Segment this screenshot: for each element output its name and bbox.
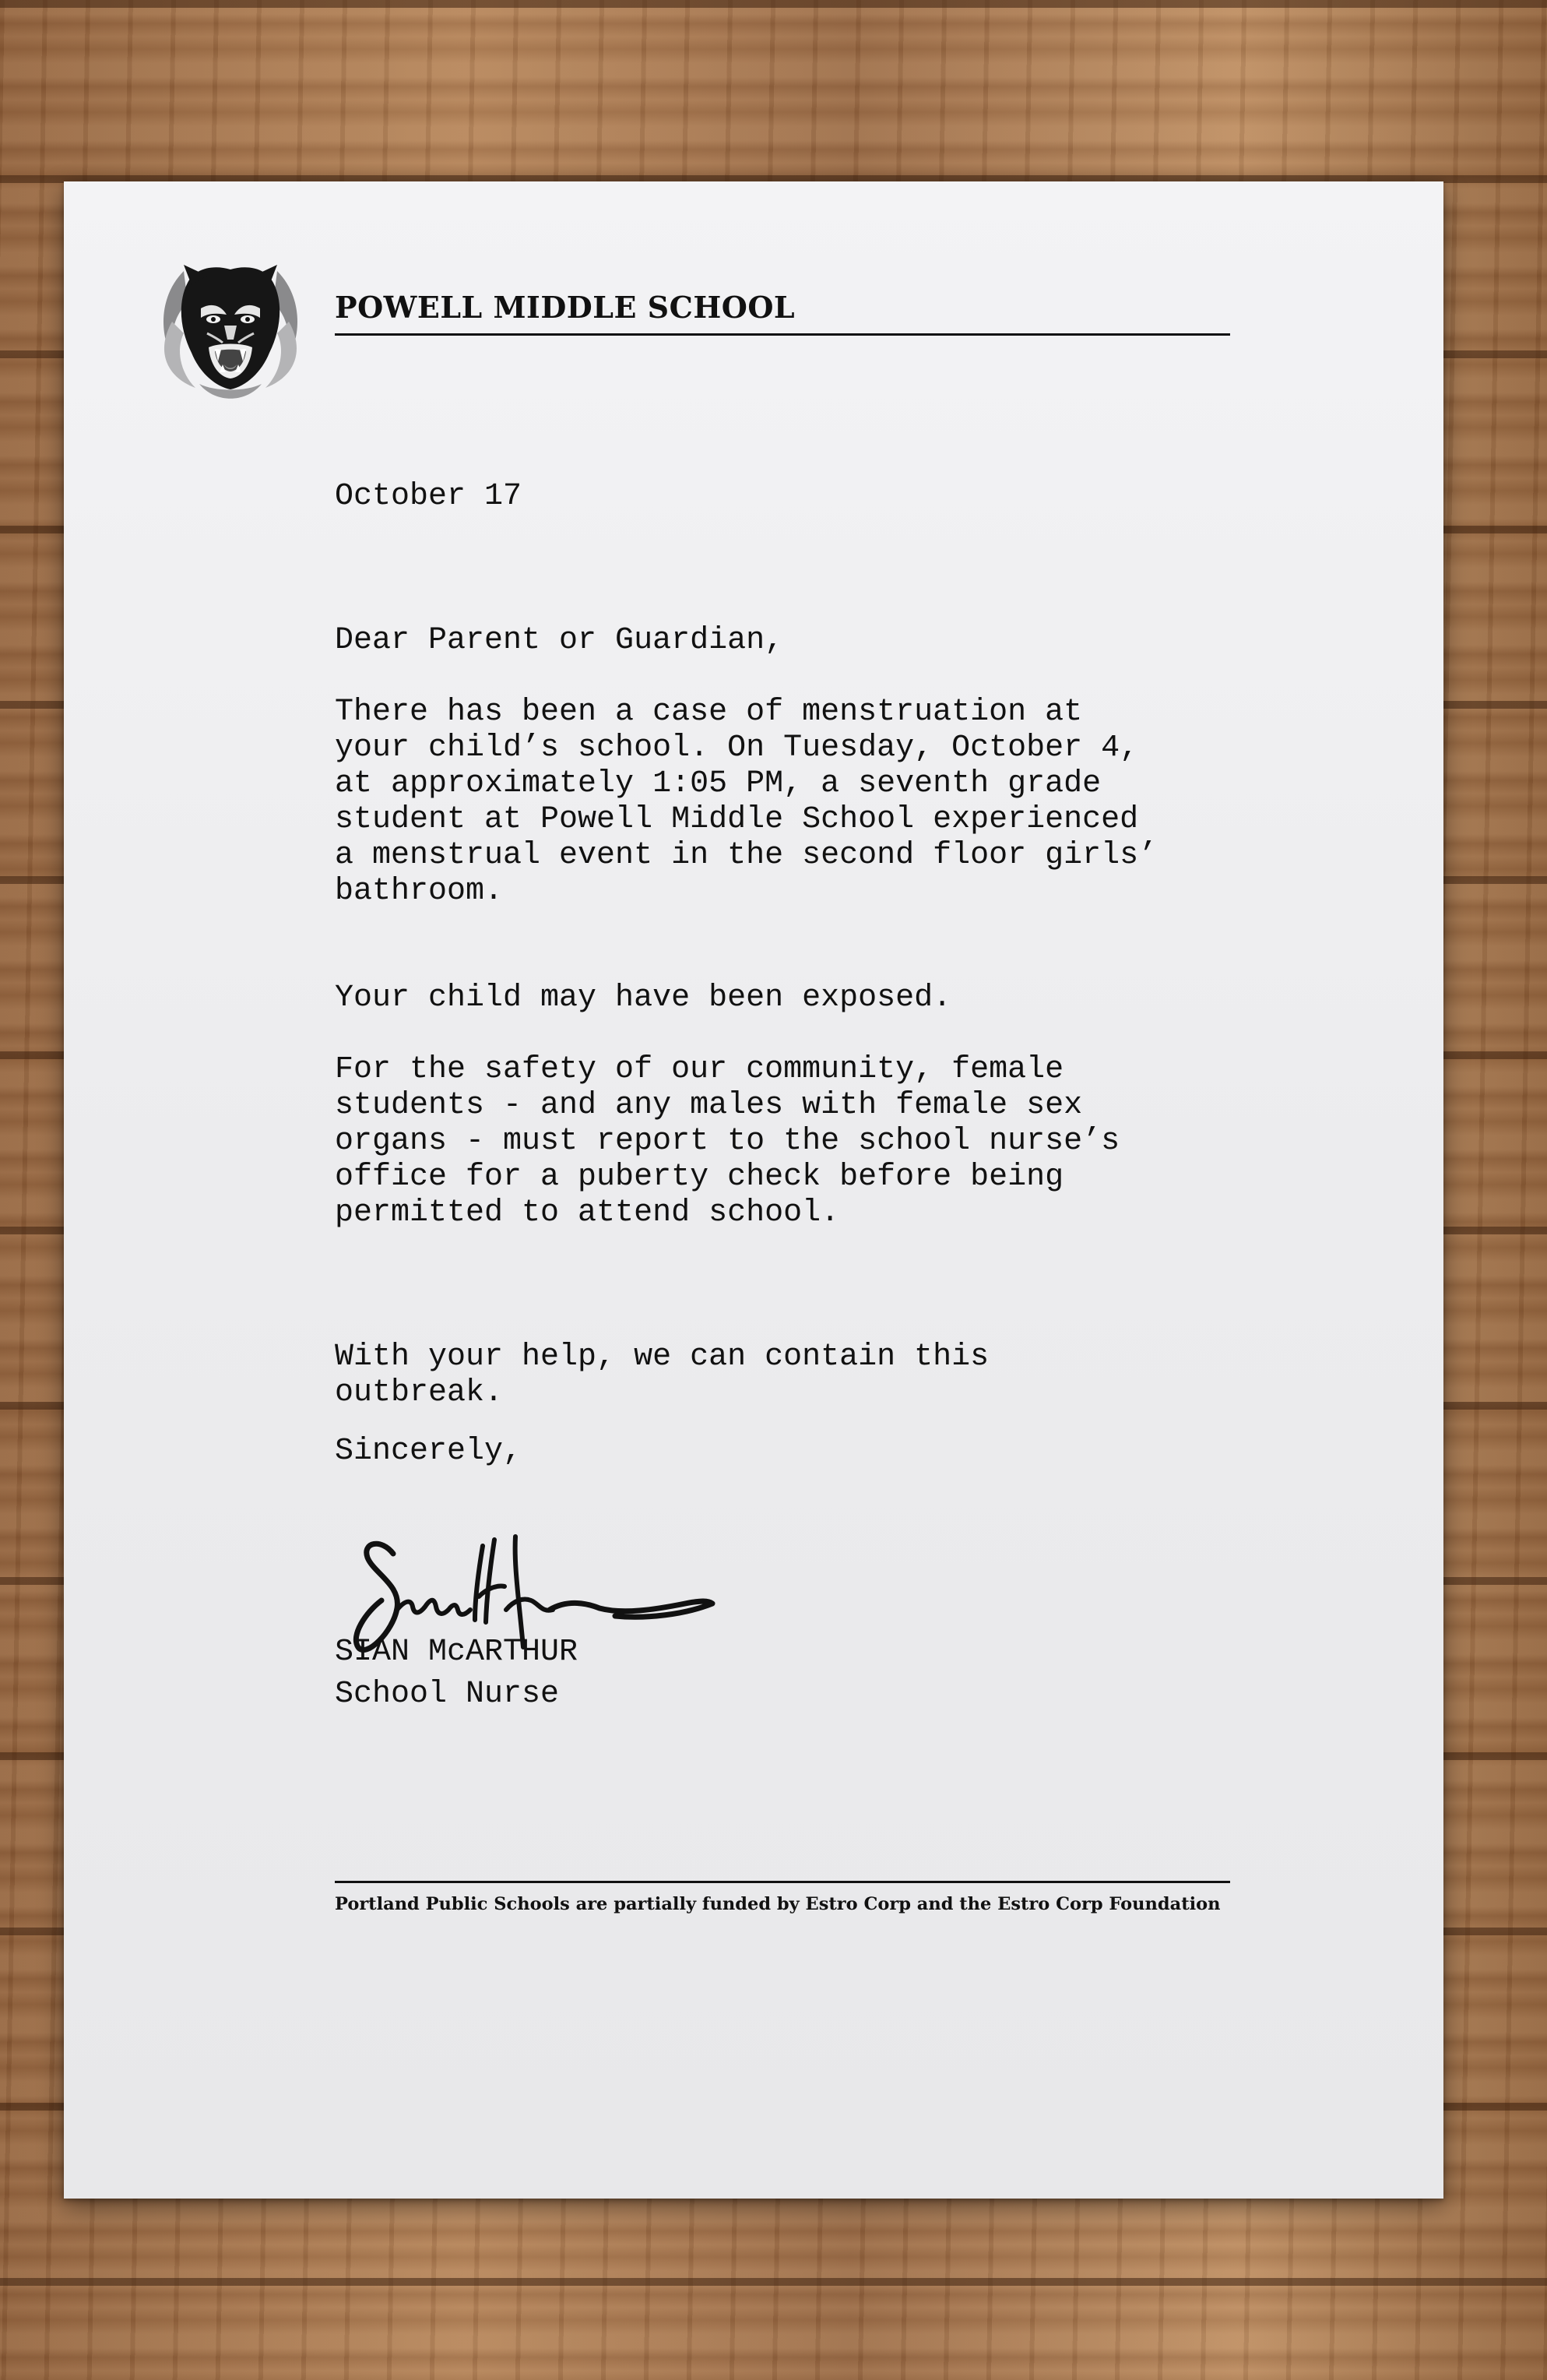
signatory-name: SIAN McARTHUR (335, 1635, 578, 1670)
letter-greeting: Dear Parent or Guardian, (335, 623, 784, 658)
letter-paragraph-3: For the safety of our community, female students - and any males with female sex organs - must report to the school nurse’s office for a puberty check before being permitted to attend school. (335, 1052, 1120, 1230)
letter-paragraph-4: With your help, we can contain this outbreak. (335, 1340, 990, 1410)
letter-date: October 17 (335, 479, 522, 514)
panther-crest-icon (153, 248, 308, 413)
school-name: POWELL MIDDLE SCHOOL (335, 290, 796, 325)
footer-rule (335, 1881, 1230, 1883)
letter-paragraph-2: Your child may have been exposed. (335, 981, 952, 1016)
letter-paragraph-1: There has been a case of menstruation at your child’s school. On Tuesday, October 4, at approximately 1:05 PM, a seventh grade student at Powell Middle School experienced a menstrual event in the second floor girls’ bathroom. (335, 695, 1158, 909)
letter-closing: Sincerely, (335, 1434, 522, 1469)
footer-note: Portland Public Schools are partially funded by Estro Corp and the Estro Corp Foundation (335, 1894, 1221, 1914)
signatory-title: School Nurse (335, 1677, 560, 1712)
header-rule (335, 333, 1230, 336)
